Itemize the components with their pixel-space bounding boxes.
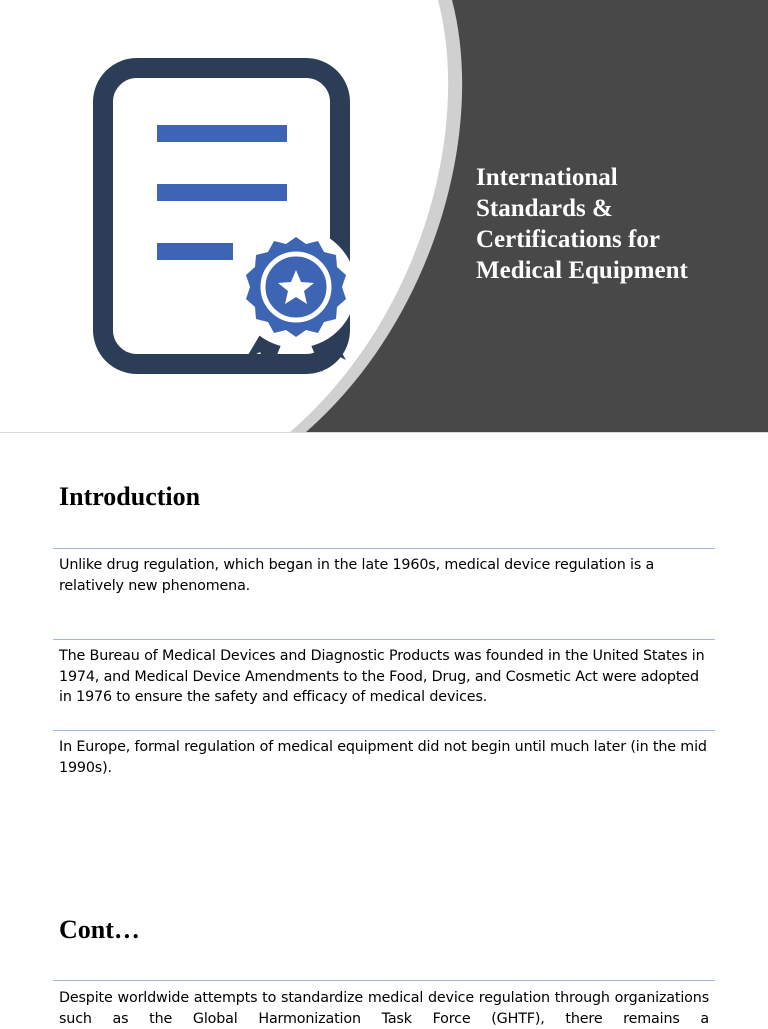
separator-line bbox=[53, 980, 715, 981]
slide-divider bbox=[0, 432, 768, 433]
paragraph: The Bureau of Medical Devices and Diagnostic Products was founded in the United States in 1974, and Medical Device Amendments to the Food, Drug, and Cosmetic Act were adopted in 1976 to ensure the safety and efficacy of medical devices. bbox=[59, 648, 705, 705]
separator-line bbox=[53, 639, 715, 640]
paragraph: In Europe, formal regulation of medical equipment did not begin until much later (in the mid 1990s). bbox=[59, 739, 707, 776]
title-slide bbox=[0, 0, 768, 432]
section-heading: Cont… bbox=[59, 915, 140, 944]
separator-line bbox=[53, 548, 715, 549]
slide-title: International Standards & Certifications for Medical Equipment bbox=[476, 164, 688, 284]
section-heading: Introduction bbox=[59, 482, 201, 511]
certificate-badge-icon bbox=[236, 228, 356, 348]
paragraph: Despite worldwide attempts to standardize medical device regulation through organizations such as the Global Harmonization Task Force (GHTF), there remains a bbox=[59, 990, 709, 1027]
separator-line bbox=[53, 730, 715, 731]
paragraph: Unlike drug regulation, which began in the late 1960s, medical device regulation is a relatively new phenomena. bbox=[59, 557, 655, 594]
